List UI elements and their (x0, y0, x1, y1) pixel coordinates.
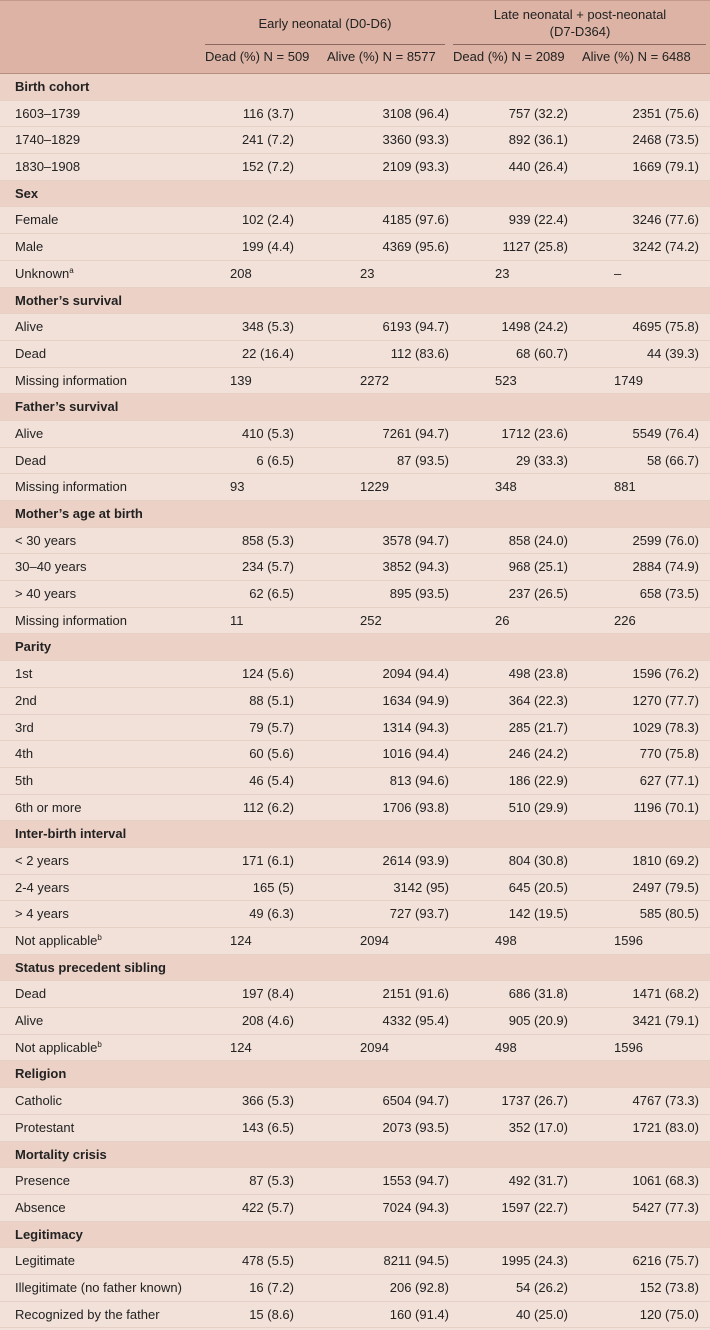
table-cell: 93 (230, 479, 245, 495)
table-cell: 7024 (94.3) (382, 1199, 449, 1215)
table-cell: 498 (23.8) (508, 666, 568, 682)
section-label: Religion (15, 1066, 67, 1082)
table-row (0, 101, 710, 128)
table-cell: 6 (6.5) (256, 452, 294, 468)
row-label: 1830–1908 (15, 159, 81, 175)
row-label: Catholic (15, 1093, 62, 1109)
table-cell: 143 (6.5) (241, 1119, 294, 1135)
table-cell: 4369 (95.6) (382, 239, 449, 255)
table-row (0, 554, 710, 581)
table-cell: 1706 (93.8) (382, 799, 449, 815)
table-row (0, 474, 710, 501)
table-cell: 1995 (24.3) (501, 1253, 568, 1269)
row-label: 1740–1829 (15, 132, 81, 148)
table-body (0, 74, 710, 1328)
table-cell: 152 (7.2) (241, 159, 294, 175)
table-cell: 1596 (614, 1039, 643, 1055)
table-cell: 49 (6.3) (249, 906, 294, 922)
table-cell: 1634 (94.9) (382, 692, 449, 708)
table-cell: 2468 (73.5) (632, 132, 699, 148)
row-label: Absence (15, 1199, 66, 1215)
table-cell: 2272 (360, 372, 389, 388)
table-cell: 645 (20.5) (508, 879, 568, 895)
table-cell: 1597 (22.7) (501, 1199, 568, 1215)
row-label: > 40 years (15, 586, 77, 602)
table-cell: 5427 (77.3) (632, 1199, 699, 1215)
row-label: 1603–1739 (15, 105, 81, 121)
table-row (0, 768, 710, 795)
table-cell: 246 (24.2) (508, 746, 568, 762)
early-neonatal-group-header: Early neonatal (D0-D6) (258, 16, 392, 31)
table-cell: 1596 (614, 933, 643, 948)
table-cell: 8211 (94.5) (383, 1253, 449, 1269)
table-cell: 1712 (23.6) (501, 425, 568, 441)
table-cell: 139 (230, 372, 252, 388)
table-cell: 1749 (614, 372, 643, 388)
table-cell: 124 (230, 933, 252, 948)
section-header-row (0, 1142, 710, 1169)
table-cell: 3360 (93.3) (382, 132, 449, 148)
section-label: Father’s survival (15, 399, 119, 415)
table-cell: 939 (22.4) (508, 212, 568, 228)
table-cell: 2094 (360, 1039, 389, 1055)
col-header-late-alive: Alive (%) N = 6488 (582, 49, 691, 64)
section-label: Sex (15, 185, 39, 201)
table-cell: 208 (230, 265, 252, 281)
table-row (0, 127, 710, 154)
table-cell: 234 (5.7) (241, 559, 294, 575)
section-header-row (0, 634, 710, 661)
table-cell: 478 (5.5) (241, 1253, 294, 1269)
row-label: Alive (15, 1013, 44, 1029)
late-neonatal-group-header (450, 6, 710, 40)
table-row (0, 848, 710, 875)
table-cell: 160 (91.4) (389, 1306, 449, 1322)
table-cell: 366 (5.3) (241, 1093, 294, 1109)
table-cell: 6193 (94.7) (382, 319, 449, 335)
table-row (0, 581, 710, 608)
col-header-early-dead: Dead (%) N = 509 (205, 49, 310, 64)
table-cell: 197 (8.4) (241, 986, 294, 1002)
row-label: Illegitimate (no father known) (15, 1279, 182, 1295)
table-row (0, 1035, 710, 1062)
table-cell: 6504 (94.7) (382, 1093, 449, 1109)
table-cell: 1061 (68.3) (632, 1173, 699, 1189)
table-row (0, 661, 710, 688)
table-row (0, 234, 710, 261)
footnote-marker: a (69, 265, 74, 275)
table-cell: 498 (495, 933, 517, 948)
table-cell: 2614 (93.9) (382, 852, 449, 868)
table-row (0, 1115, 710, 1142)
section-header-row (0, 394, 710, 421)
table-cell: 881 (614, 479, 636, 495)
table-cell: 16 (7.2) (249, 1279, 294, 1295)
table-cell: 226 (614, 612, 636, 628)
table-cell: 364 (22.3) (508, 692, 568, 708)
table-cell: 510 (29.9) (508, 799, 568, 815)
row-label: Dead (15, 452, 47, 468)
table-cell: 3578 (94.7) (382, 532, 449, 548)
table-cell: 858 (5.3) (241, 532, 294, 548)
table-cell: 1553 (94.7) (382, 1173, 449, 1189)
table-cell: 410 (5.3) (241, 425, 294, 441)
table-cell: 348 (5.3) (241, 319, 294, 335)
table-cell: 2073 (93.5) (382, 1119, 449, 1135)
table-cell: 208 (4.6) (241, 1013, 294, 1029)
section-header-row (0, 501, 710, 528)
table-cell: 1737 (26.7) (501, 1093, 568, 1109)
table-cell: 4332 (95.4) (382, 1013, 449, 1029)
table-cell: 87 (5.3) (249, 1173, 294, 1189)
table-cell: 523 (495, 372, 517, 388)
table-cell: 88 (5.1) (249, 692, 294, 708)
section-label: Parity (15, 639, 52, 655)
col-header-early-alive: Alive (%) N = 8577 (327, 49, 436, 64)
table-row (0, 1302, 710, 1329)
table-cell: 3246 (77.6) (632, 212, 699, 228)
row-label: 4th (15, 746, 34, 762)
section-header-row (0, 821, 710, 848)
table-header (0, 0, 710, 74)
table-cell: 199 (4.4) (241, 239, 294, 255)
table-cell: 2884 (74.9) (632, 559, 699, 575)
table-cell: 124 (230, 1039, 252, 1055)
row-label: Female (15, 212, 59, 228)
table-cell: 120 (75.0) (639, 1306, 699, 1322)
table-cell: 116 (3.7) (242, 105, 294, 121)
table-cell: 727 (93.7) (389, 906, 449, 922)
table-cell: 3852 (94.3) (382, 559, 449, 575)
table-cell: 112 (83.6) (390, 345, 449, 361)
section-header-row (0, 1222, 710, 1249)
col-header-late-dead: Dead (%) N = 2089 (453, 49, 565, 64)
row-label: Legitimate (15, 1253, 75, 1269)
table-cell: 352 (17.0) (508, 1119, 568, 1135)
row-label: Protestant (15, 1119, 75, 1135)
row-label: Recognized by the father (15, 1306, 160, 1322)
table-cell: 4185 (97.6) (382, 212, 449, 228)
table-row (0, 1008, 710, 1035)
table-cell: 1229 (360, 479, 389, 495)
table-cell: 165 (5) (252, 879, 294, 895)
table-cell: 29 (33.3) (515, 452, 568, 468)
table-cell: 186 (22.9) (508, 772, 568, 788)
section-header-row (0, 1061, 710, 1088)
table-cell: 46 (5.4) (249, 772, 294, 788)
table-cell: 1471 (68.2) (632, 986, 699, 1002)
table-cell: 968 (25.1) (508, 559, 568, 575)
late-group-line1: Late neonatal + post-neonatal (493, 7, 667, 22)
table-cell: 58 (66.7) (646, 452, 699, 468)
table-cell: 3242 (74.2) (632, 239, 699, 255)
table-cell: – (614, 265, 622, 281)
table-row (0, 154, 710, 181)
table-cell: 171 (6.1) (241, 852, 294, 868)
table-cell: 813 (94.6) (389, 772, 449, 788)
table-row (0, 1275, 710, 1302)
row-label: 2nd (15, 692, 37, 708)
table-row (0, 875, 710, 902)
row-label: 3rd (15, 719, 34, 735)
table-cell: 498 (495, 1039, 517, 1055)
row-label: Presence (15, 1173, 70, 1189)
table-cell: 11 (230, 612, 244, 628)
section-header-row (0, 74, 710, 101)
table-cell: 26 (495, 612, 510, 628)
row-label: Not applicable$^b$ (15, 1039, 102, 1055)
section-header-row (0, 288, 710, 315)
row-label: Dead (15, 345, 47, 361)
table-cell: 3421 (79.1) (632, 1013, 699, 1029)
table-cell: 3108 (96.4) (382, 105, 449, 121)
table-row (0, 688, 710, 715)
table-cell: 2151 (91.6) (382, 986, 449, 1002)
table-cell: 206 (92.8) (389, 1279, 449, 1295)
table-cell: 68 (60.7) (515, 345, 568, 361)
row-label: Missing information (15, 372, 127, 388)
section-header-row (0, 955, 710, 982)
table-cell: 658 (73.5) (639, 586, 699, 602)
table-cell: 1314 (94.3) (382, 719, 449, 735)
row-label: Not applicable$^b$ (15, 933, 102, 948)
table-cell: 585 (80.5) (639, 906, 699, 922)
table-cell: 757 (32.2) (508, 105, 568, 121)
table-cell: 62 (6.5) (249, 586, 294, 602)
table-cell: 1196 (70.1) (633, 799, 699, 815)
row-label: 5th (15, 772, 34, 788)
table-cell: 3142 (95) (393, 879, 449, 895)
row-label: 2-4 years (15, 879, 70, 895)
table-cell: 627 (77.1) (639, 772, 699, 788)
row-label: < 30 years (15, 532, 77, 548)
row-label: Unknown$^a$ (15, 265, 74, 281)
table-cell: 892 (36.1) (508, 132, 568, 148)
table-cell: 4695 (75.8) (632, 319, 699, 335)
table-cell: 252 (360, 612, 382, 628)
table-row (0, 1168, 710, 1195)
table-cell: 2094 (94.4) (382, 666, 449, 682)
table-cell: 2497 (79.5) (632, 879, 699, 895)
table-cell: 905 (20.9) (508, 1013, 568, 1029)
table-cell: 102 (2.4) (241, 212, 294, 228)
section-label: Mother’s survival (15, 292, 122, 308)
row-label: 1st (15, 666, 33, 682)
table-cell: 2599 (76.0) (632, 532, 699, 548)
table-cell: 1596 (76.2) (632, 666, 699, 682)
row-label: Male (15, 239, 44, 255)
table-row (0, 341, 710, 368)
table-row (0, 261, 710, 288)
section-label: Status precedent sibling (15, 959, 166, 975)
table-cell: 237 (26.5) (508, 586, 568, 602)
table-cell: 1669 (79.1) (632, 159, 699, 175)
table-cell: 858 (24.0) (508, 532, 568, 548)
table-cell: 440 (26.4) (508, 159, 568, 175)
table-cell: 142 (19.5) (508, 906, 568, 922)
table-row (0, 981, 710, 1008)
table-row (0, 528, 710, 555)
table-cell: 15 (8.6) (249, 1306, 294, 1322)
row-label: < 2 years (15, 852, 69, 868)
table-cell: 804 (30.8) (508, 852, 568, 868)
table-cell: 2109 (93.3) (382, 159, 449, 175)
table-cell: 686 (31.8) (508, 986, 568, 1002)
table-cell: 348 (495, 479, 517, 495)
table-cell: 492 (31.7) (508, 1173, 568, 1189)
table-cell: 422 (5.7) (241, 1199, 294, 1215)
table-cell: 112 (6.2) (242, 799, 294, 815)
table-cell: 4767 (73.3) (632, 1093, 699, 1109)
row-label: Dead (15, 986, 47, 1002)
table-cell: 1721 (83.0) (632, 1119, 699, 1135)
table-cell: 1270 (77.7) (632, 692, 699, 708)
table-cell: 7261 (94.7) (382, 425, 449, 441)
table-cell: 895 (93.5) (389, 586, 449, 602)
footnote-marker: b (97, 1039, 102, 1049)
row-label: Alive (15, 319, 44, 335)
late-group-divider (453, 44, 706, 45)
section-label: Birth cohort (15, 79, 90, 94)
table-cell: 44 (39.3) (646, 345, 699, 361)
table-row (0, 314, 710, 341)
table-cell: 1127 (25.8) (502, 239, 568, 255)
table-cell: 241 (7.2) (241, 132, 294, 148)
row-label: 30–40 years (15, 559, 87, 575)
table-row (0, 368, 710, 395)
table-row (0, 901, 710, 928)
table-cell: 6216 (75.7) (632, 1253, 699, 1269)
table-cell: 5549 (76.4) (632, 425, 699, 441)
table-cell: 1810 (69.2) (632, 852, 699, 868)
table-cell: 40 (25.0) (515, 1306, 568, 1322)
table-cell: 2351 (75.6) (632, 105, 699, 121)
section-label: Mortality crisis (15, 1146, 107, 1162)
table-row (0, 1248, 710, 1275)
table-cell: 1498 (24.2) (501, 319, 568, 335)
footnote-marker: b (97, 933, 102, 942)
table-row (0, 207, 710, 234)
table-row (0, 448, 710, 475)
table-cell: 285 (21.7) (508, 719, 568, 735)
table-cell: 54 (26.2) (515, 1279, 568, 1295)
early-group-divider (205, 44, 445, 45)
table-cell: 1016 (94.4) (382, 746, 449, 762)
table-row (0, 795, 710, 822)
section-label: Legitimacy (15, 1226, 83, 1242)
table-row (0, 715, 710, 742)
section-header-row (0, 181, 710, 208)
table-row (0, 1195, 710, 1222)
table-cell: 124 (5.6) (241, 666, 294, 682)
table-cell: 60 (5.6) (249, 746, 294, 762)
table-cell: 79 (5.7) (249, 719, 294, 735)
table-cell: 770 (75.8) (639, 746, 699, 762)
table-cell: 23 (360, 265, 375, 281)
table-row (0, 741, 710, 768)
table-cell: 23 (495, 265, 510, 281)
table-cell: 87 (93.5) (396, 452, 449, 468)
row-label: 6th or more (15, 799, 82, 815)
row-label: Missing information (15, 612, 127, 628)
table-cell: 2094 (360, 933, 389, 948)
row-label: Alive (15, 425, 44, 441)
table-row (0, 421, 710, 448)
section-label: Inter-birth interval (15, 826, 127, 842)
table-row (0, 1088, 710, 1115)
row-label: > 4 years (15, 906, 69, 922)
table-cell: 152 (73.8) (639, 1279, 699, 1295)
table-cell: 22 (16.4) (241, 345, 294, 361)
table-cell: 1029 (78.3) (632, 719, 699, 735)
row-label: Missing information (15, 479, 127, 495)
table-row (0, 928, 710, 955)
late-group-line2: (D7-D364) (549, 24, 611, 39)
table-row (0, 608, 710, 635)
section-label: Mother’s age at birth (15, 506, 143, 521)
